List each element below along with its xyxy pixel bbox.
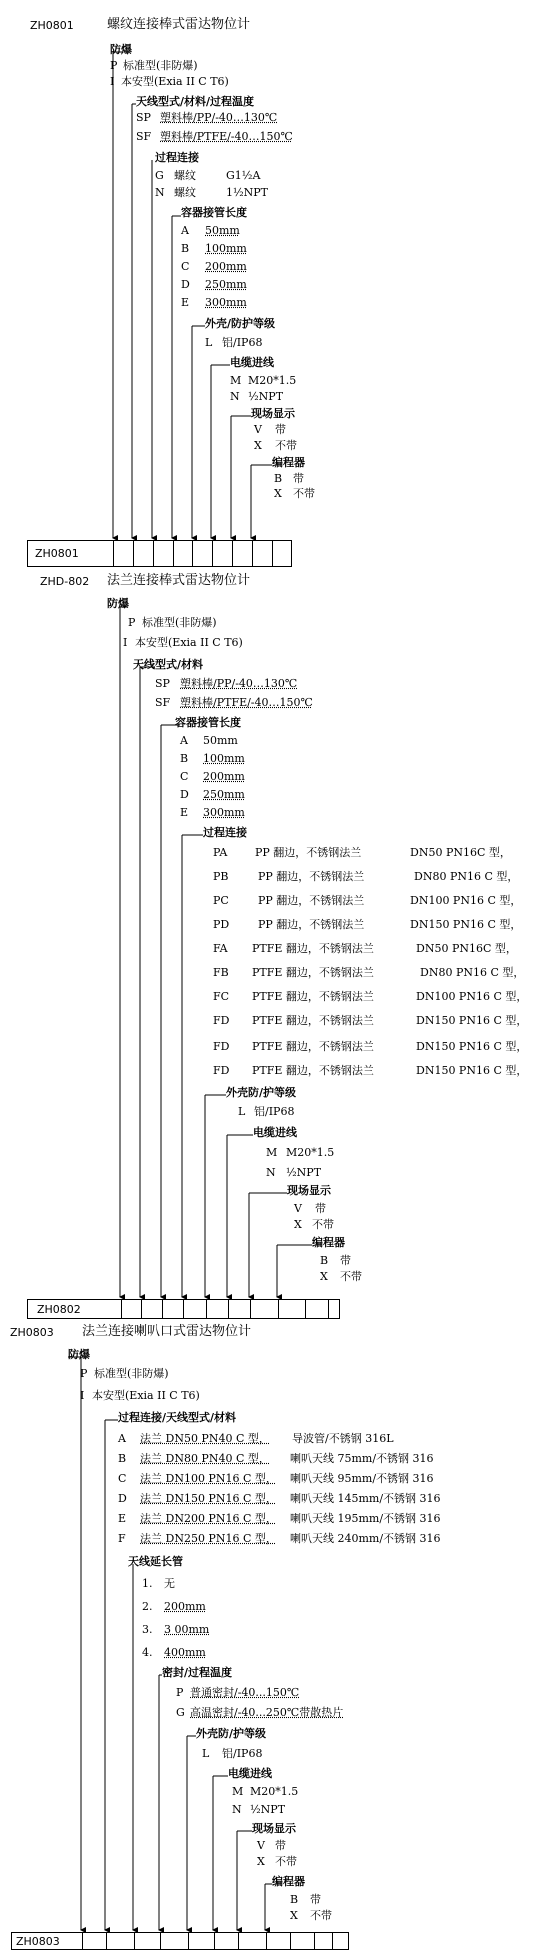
s3-explosion-code: P	[80, 1367, 88, 1380]
s3-title: 法兰连接喇叭口式雷达物位计	[82, 1324, 252, 1339]
s3-process-desc: 法兰 DN200 PN16 C 型，	[140, 1512, 277, 1525]
s3-seal-code: P	[176, 1686, 184, 1699]
s1-length-code: B	[181, 242, 190, 255]
s1-display-code: V	[254, 423, 262, 436]
s3-process-desc: 法兰 DN50 PN40 C 型，	[140, 1432, 270, 1445]
s2-process-desc: PTFE 翻边，不锈钢法兰	[252, 942, 374, 955]
s1-title: 螺纹连接棒式雷达物位计	[107, 17, 251, 32]
s2-housing-desc: 铝/IP68	[254, 1105, 295, 1118]
s3-process-code: A	[118, 1432, 126, 1445]
s2-process-desc: PTFE 翻边，不锈钢法兰	[252, 966, 374, 979]
s3-process-value: 喇叭天线 195mm/不锈钢 316	[290, 1512, 441, 1525]
s1-code-box-label: ZH0801	[35, 547, 79, 560]
s1-display-desc: 不带	[275, 439, 297, 452]
s2-display-code: V	[294, 1202, 302, 1215]
s3-extension-value: 3 00mm	[164, 1623, 210, 1636]
s2-cable-code: N	[266, 1166, 276, 1179]
s3-extension-heading: 天线延长管	[128, 1555, 183, 1568]
s3-display-code: V	[257, 1839, 265, 1852]
s2-process-heading: 过程连接	[203, 826, 247, 839]
s2-length-value: 50mm	[203, 734, 238, 747]
s2-connectors	[120, 607, 312, 1297]
s2-process-value: DN150 PN16 C 型，	[416, 1040, 528, 1053]
s2-length-code: B	[180, 752, 189, 765]
s2-code-box-label: ZH0802	[37, 1303, 81, 1316]
s2-explosion-code: P	[128, 616, 136, 629]
s2-length-code: C	[180, 770, 189, 783]
s2-length-value: 100mm	[203, 752, 245, 765]
s1-process-desc: 螺纹	[174, 169, 196, 182]
s3-code-box-label: ZH0803	[16, 1935, 60, 1948]
s2-explosion-desc: 本安型(Exia II C T6)	[135, 636, 243, 649]
s3-housing-desc: 铝/IP68	[222, 1747, 263, 1760]
s2-process-value: DN100 PN16 C 型，	[416, 990, 528, 1003]
s2-process-desc: PTFE 翻边，不锈钢法兰	[252, 1064, 374, 1077]
s2-length-value: 250mm	[203, 788, 245, 801]
s3-programmer-code: X	[290, 1909, 298, 1922]
s1-cable-desc: ½NPT	[248, 390, 284, 403]
s3-display-heading: 现场显示	[252, 1822, 296, 1835]
s2-cable-desc: M20*1.5	[286, 1146, 335, 1159]
s3-process-desc: 法兰 DN80 PN40 C 型，	[140, 1452, 270, 1465]
s2-process-code: PC	[213, 894, 229, 907]
s1-display-desc: 带	[275, 423, 286, 436]
s1-explosion-desc: 本安型(Exia II C T6)	[121, 75, 229, 88]
s1-process-value: 1½NPT	[226, 186, 269, 199]
s2-process-value: DN80 PN16 C 型，	[414, 870, 519, 883]
s1-explosion-code: P	[110, 59, 118, 72]
s1-antenna-desc: 塑料棒/PTFE/-40…150℃	[160, 130, 293, 143]
s3-seal-heading: 密封/过程温度	[162, 1666, 233, 1679]
s2-process-code: FD	[213, 1040, 230, 1053]
s3-explosion-heading: 防爆	[68, 1348, 90, 1361]
s3-extension-value: 无	[164, 1577, 175, 1590]
s3-process-value: 喇叭天线 240mm/不锈钢 316	[290, 1532, 441, 1545]
s2-process-value: DN150 PN16 C 型，	[416, 1014, 528, 1027]
s1-programmer-code: X	[274, 487, 282, 500]
s2-cable-desc: ½NPT	[286, 1166, 322, 1179]
s2-explosion-code: I	[123, 636, 128, 649]
s3-seal-desc: 普通密封/-40...150℃	[190, 1686, 300, 1699]
s3-extension-code: 4.	[142, 1646, 153, 1659]
s1-programmer-heading: 编程器	[272, 456, 305, 469]
s1-length-code: A	[181, 224, 189, 237]
s2-programmer-heading: 编程器	[312, 1236, 345, 1249]
s1-programmer-desc: 不带	[293, 487, 315, 500]
s2-process-value: DN100 PN16 C 型，	[410, 894, 522, 907]
s2-antenna-desc: 塑料棒/PP/-40…130℃	[180, 677, 298, 690]
s2-programmer-desc: 带	[340, 1254, 351, 1267]
s2-display-code: X	[294, 1218, 302, 1231]
s1-length-value: 50mm	[205, 224, 240, 237]
s2-process-code: PD	[213, 918, 230, 931]
s2-process-desc: PP 翻边，不锈钢法兰	[258, 870, 365, 883]
s3-process-code: C	[118, 1472, 127, 1485]
s2-programmer-code: B	[320, 1254, 329, 1267]
s2-process-code: FD	[213, 1064, 230, 1077]
s3-display-desc: 不带	[275, 1855, 297, 1868]
s3-display-code: X	[257, 1855, 265, 1868]
s1-antenna-code: SP	[136, 111, 151, 124]
s2-programmer-code: X	[320, 1270, 328, 1283]
s1-connectors	[113, 52, 272, 538]
s2-process-code: PA	[213, 846, 228, 859]
s1-length-heading: 容器接管长度	[181, 206, 247, 219]
s3-display-desc: 带	[275, 1839, 286, 1852]
s3-process-code: E	[118, 1512, 127, 1525]
s3-programmer-heading: 编程器	[272, 1875, 305, 1888]
s1-process-value: G1½A	[226, 169, 261, 182]
s3-connectors	[68, 1357, 272, 1930]
s2-process-code: FD	[213, 1014, 230, 1027]
s3-process-desc: 法兰 DN100 PN16 C 型，	[140, 1472, 277, 1485]
s2-title: 法兰连接棒式雷达物位计	[107, 573, 251, 588]
s1-antenna-heading: 天线型式/材料/过程温度	[136, 95, 255, 108]
s3-cable-heading: 电缆进线	[228, 1767, 272, 1780]
s1-process-code: G	[155, 169, 164, 182]
s1-antenna-code: SF	[136, 130, 152, 143]
s3-process-code: F	[118, 1532, 126, 1545]
s2-display-heading: 现场显示	[287, 1184, 331, 1197]
s2-process-desc: PTFE 翻边，不锈钢法兰	[252, 1014, 374, 1027]
s3-explosion-desc: 本安型(Exia II C T6)	[92, 1389, 200, 1402]
s1-cable-heading: 电缆进线	[230, 356, 274, 369]
s2-length-code: A	[180, 734, 188, 747]
s3-extension-code: 3.	[142, 1623, 153, 1636]
s1-cable-desc: M20*1.5	[248, 374, 297, 387]
s3-cable-code: N	[232, 1803, 242, 1816]
s1-process-code: N	[155, 186, 165, 199]
s1-length-value: 200mm	[205, 260, 247, 273]
s2-length-heading: 容器接管长度	[175, 716, 241, 729]
s2-model-code: ZHD-802	[40, 575, 90, 588]
s2-process-desc: PTFE 翻边，不锈钢法兰	[252, 990, 374, 1003]
s1-length-code: D	[181, 278, 190, 291]
s3-explosion-desc: 标准型(非防爆)	[94, 1367, 169, 1380]
s3-extension-code: 2.	[142, 1600, 153, 1613]
s2-process-value: DN150 PN16 C 型，	[416, 1064, 528, 1077]
s3-process-value: 喇叭天线 145mm/不锈钢 316	[290, 1492, 441, 1505]
s1-process-desc: 螺纹	[174, 186, 196, 199]
s3-housing-code: L	[202, 1747, 210, 1760]
s3-seal-code: G	[176, 1706, 185, 1719]
s1-length-value: 250mm	[205, 278, 247, 291]
s3-cable-code: M	[232, 1785, 244, 1798]
s2-programmer-desc: 不带	[340, 1270, 362, 1283]
s1-housing-code: L	[205, 336, 213, 349]
s2-process-value: DN50 PN16C 型，	[410, 846, 511, 859]
s3-process-value: 导波管/不锈钢 316L	[292, 1432, 394, 1445]
s2-cable-code: M	[266, 1146, 278, 1159]
s2-process-desc: PP 翻边，不锈钢法兰	[255, 846, 362, 859]
s3-cable-desc: M20*1.5	[250, 1785, 299, 1798]
s2-antenna-code: SP	[155, 677, 170, 690]
s3-seal-desc: 高温密封/-40...250℃带散热片	[190, 1706, 344, 1719]
s3-programmer-desc: 不带	[310, 1909, 332, 1922]
s3-programmer-code: B	[290, 1893, 299, 1906]
s1-programmer-code: B	[274, 472, 283, 485]
s3-explosion-code: I	[80, 1389, 85, 1402]
s1-explosion-heading: 防爆	[110, 43, 132, 56]
s3-extension-value: 400mm	[164, 1646, 206, 1659]
s2-process-code: FC	[213, 990, 230, 1003]
s1-housing-desc: 铝/IP68	[222, 336, 263, 349]
s3-process-code: B	[118, 1452, 127, 1465]
s2-process-value: DN50 PN16C 型，	[416, 942, 517, 955]
s1-programmer-desc: 带	[293, 472, 304, 485]
s3-process-value: 喇叭天线 95mm/不锈钢 316	[290, 1472, 434, 1485]
s1-model-code: ZH0801	[30, 19, 74, 32]
s2-housing-code: L	[238, 1105, 246, 1118]
s1-length-value: 100mm	[205, 242, 247, 255]
s1-explosion-code: I	[110, 75, 115, 88]
s3-model-code: ZH0803	[10, 1326, 54, 1339]
s2-length-value: 300mm	[203, 806, 245, 819]
s1-housing-heading: 外壳/防护等级	[205, 317, 276, 330]
s2-length-value: 200mm	[203, 770, 245, 783]
s2-antenna-desc: 塑料棒/PTFE/-40…150℃	[180, 696, 313, 709]
s2-antenna-code: SF	[155, 696, 171, 709]
s1-process-heading: 过程连接	[155, 151, 199, 164]
s1-cable-code: N	[230, 390, 240, 403]
s2-process-code: FA	[213, 942, 228, 955]
s2-length-code: D	[180, 788, 189, 801]
s3-extension-code: 1.	[142, 1577, 153, 1590]
s2-display-desc: 带	[315, 1202, 326, 1215]
s2-display-desc: 不带	[312, 1218, 334, 1231]
s3-process-desc: 法兰 DN150 PN16 C 型，	[140, 1492, 277, 1505]
s2-process-value: DN80 PN16 C 型，	[420, 966, 525, 979]
s2-antenna-heading: 天线型式/材料	[133, 658, 204, 671]
s3-process-value: 喇叭天线 75mm/不锈钢 316	[290, 1452, 434, 1465]
s1-antenna-desc: 塑料棒/PP/-40…130℃	[160, 111, 278, 124]
s1-display-heading: 现场显示	[251, 407, 295, 420]
s1-length-code: E	[181, 296, 190, 309]
s3-process-code: D	[118, 1492, 127, 1505]
s3-process-desc: 法兰 DN250 PN16 C 型，	[140, 1532, 277, 1545]
s3-programmer-desc: 带	[310, 1893, 321, 1906]
s2-process-value: DN150 PN16 C 型，	[410, 918, 522, 931]
s1-length-value: 300mm	[205, 296, 247, 309]
s2-cable-heading: 电缆进线	[253, 1126, 297, 1139]
s2-length-code: E	[180, 806, 189, 819]
s3-cable-desc: ½NPT	[250, 1803, 286, 1816]
s1-explosion-desc: 标准型(非防爆)	[123, 59, 198, 72]
s2-housing-heading: 外壳防/护等级	[226, 1086, 297, 1099]
s1-display-code: X	[254, 439, 262, 452]
s1-cable-code: M	[230, 374, 242, 387]
s2-process-desc: PP 翻边，不锈钢法兰	[258, 918, 365, 931]
s1-length-code: C	[181, 260, 190, 273]
s2-process-code: FB	[213, 966, 229, 979]
s3-extension-value: 200mm	[164, 1600, 206, 1613]
s2-process-desc: PTFE 翻边，不锈钢法兰	[252, 1040, 374, 1053]
s2-process-code: PB	[213, 870, 229, 883]
s2-process-desc: PP 翻边，不锈钢法兰	[258, 894, 365, 907]
s2-explosion-heading: 防爆	[107, 597, 129, 610]
s3-process-heading: 过程连接/天线型式/材料	[118, 1411, 237, 1424]
s2-explosion-desc: 标准型(非防爆)	[142, 616, 217, 629]
s3-housing-heading: 外壳防/护等级	[196, 1727, 267, 1740]
